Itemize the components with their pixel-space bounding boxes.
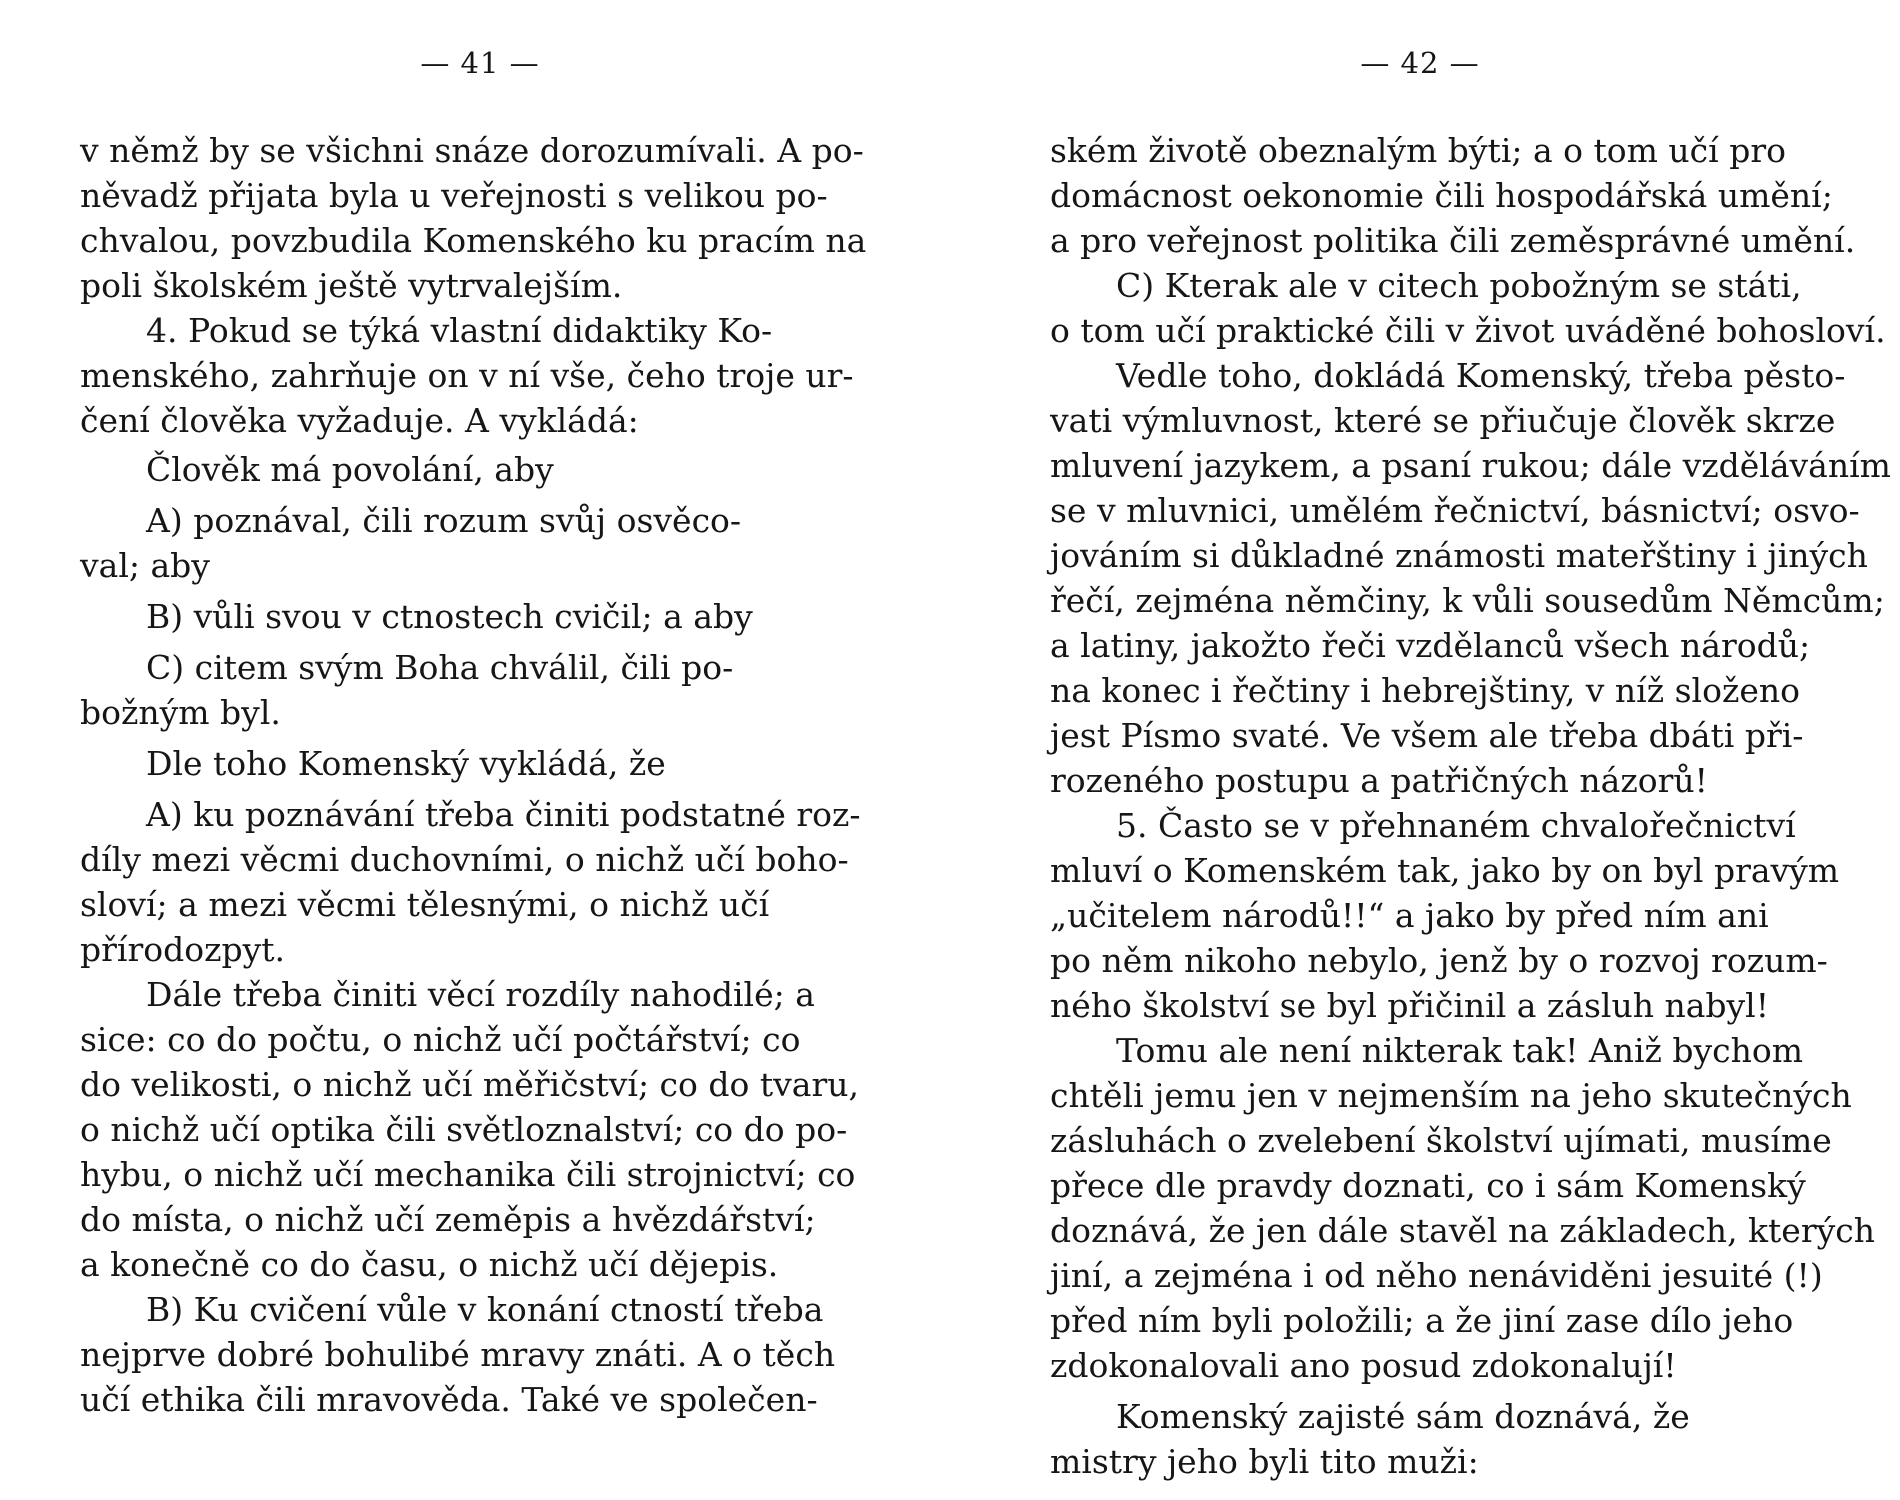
page-number-right: — 42 — <box>1360 46 1480 80</box>
text-line: B) vůli svou v ctnostech cvičil; a aby <box>146 597 753 636</box>
text-line: mluvení jazykem, a psaní rukou; dále vzděláváním <box>1050 446 1891 485</box>
text-line: Dále třeba činiti věcí rozdíly nahodilé; a <box>146 975 815 1014</box>
text-line: rozeného postupu a patřičných názorů! <box>1050 761 1708 800</box>
text-line: doznává, že jen dále stavěl na základech, kterých <box>1050 1211 1875 1250</box>
text-line: a pro veřejnost politika čili zeměsprávné umění. <box>1050 221 1856 260</box>
text-line: o tom učí praktické čili v život uváděné bohosloví. <box>1050 311 1886 350</box>
text-line: Tomu ale není nikterak tak! Aniž bychom <box>1116 1031 1804 1070</box>
page-number-left: — 41 — <box>420 46 540 80</box>
text-line: ného školství se byl přičinil a zásluh nabyl! <box>1050 986 1769 1025</box>
text-line: domácnost oekonomie čili hospodářská umění; <box>1050 176 1833 215</box>
text-line: mluví o Komenském tak, jako by on byl pravým <box>1050 851 1840 890</box>
text-line: Vedle toho, dokládá Komenský, třeba pěsto- <box>1116 356 1846 395</box>
text-line: B) Ku cvičení vůle v konání ctností třeba <box>146 1290 824 1329</box>
text-line: Komenský zajisté sám doznává, že <box>1116 1397 1690 1436</box>
text-line: nejprve dobré bohulibé mravy znáti. A o těch <box>80 1335 836 1374</box>
text-line: sice: co do počtu, o nichž učí počtářství; co <box>80 1020 801 1059</box>
text-line: zdokonalovali ano posud zdokonalují! <box>1050 1346 1677 1385</box>
text-line: jest Písmo svaté. Ve všem ale třeba dbáti při- <box>1050 716 1804 755</box>
text-line: poli školském ještě vytrvalejším. <box>80 266 623 305</box>
text-line: C) Kterak ale v citech pobožným se státi, <box>1116 266 1802 305</box>
text-line: čení člověka vyžaduje. A vykládá: <box>80 401 639 440</box>
text-line: A) ku poznávání třeba činiti podstatné roz- <box>146 795 861 834</box>
text-line: Dle toho Komenský vykládá, že <box>146 744 666 783</box>
text-line: a latiny, jakožto řeči vzdělanců všech národů; <box>1050 626 1811 665</box>
text-line: přírodozpyt. <box>80 930 285 969</box>
text-line: učí ethika čili mravověda. Také ve společen- <box>80 1380 818 1419</box>
text-line: do velikosti, o nichž učí měřičství; co do tvaru, <box>80 1065 859 1104</box>
text-line: po něm nikoho nebylo, jenž by o rozvoj rozum- <box>1050 941 1828 980</box>
text-line: do místa, o nichž učí zeměpis a hvězdářství; <box>80 1200 816 1239</box>
page-right-text <box>1050 128 1891 1484</box>
text-line: jováním si důkladné známosti mateřštiny i jiných <box>1050 536 1868 575</box>
text-line: mistry jeho byli tito muži: <box>1050 1442 1479 1481</box>
text-line: 4. Pokud se týká vlastní didaktiky Ko- <box>146 311 773 350</box>
text-line: Člověk má povolání, aby <box>146 450 554 489</box>
text-line: menského, zahrňuje on v ní vše, čeho troje ur- <box>80 356 854 395</box>
text-line: řečí, zejména němčiny, k vůli sousedům Němcům; <box>1050 581 1885 620</box>
text-line: zásluhách o zvelebení školství ujímati, musíme <box>1050 1121 1832 1160</box>
text-line: A) poznával, čili rozum svůj osvěco- <box>146 501 742 540</box>
text-line: v němž by se všichni snáze dorozumívali. A po- <box>80 131 864 170</box>
text-line: „učitelem národů!!“ a jako by před ním ani <box>1050 896 1769 935</box>
text-line: přece dle pravdy doznati, co i sám Komenský <box>1050 1166 1806 1205</box>
text-line: jiní, a zejména i od něho nenáviděni jesuité (!) <box>1050 1256 1823 1295</box>
page-left-text <box>80 128 880 1422</box>
text-line: chvalou, povzbudila Komenského ku pracím na <box>80 221 867 260</box>
text-line: val; aby <box>80 546 210 585</box>
text-line: božným byl. <box>80 693 281 732</box>
text-line: na konec i řečtiny i hebrejštiny, v níž složeno <box>1050 671 1801 710</box>
text-line: o nichž učí optika čili světloznalství; co do po- <box>80 1110 848 1149</box>
text-line: a konečně co do času, o nichž učí dějepis. <box>80 1245 779 1284</box>
text-line: vati výmluvnost, které se přiučuje člověk skrze <box>1050 401 1836 440</box>
text-line: sloví; a mezi věcmi tělesnými, o nichž učí <box>80 885 770 924</box>
text-line: se v mluvnici, umělém řečnictví, básnictví; osvo- <box>1050 491 1860 530</box>
text-line: před ním byli položili; a že jiní zase dílo jeho <box>1050 1301 1794 1340</box>
text-line: hybu, o nichž učí mechanika čili strojnictví; co <box>80 1155 856 1194</box>
text-line: něvadž přijata byla u veřejnosti s velikou po- <box>80 176 828 215</box>
text-line: 5. Často se v přehnaném chvalořečnictví <box>1116 806 1796 845</box>
text-line: ském životě obeznalým býti; a o tom učí pro <box>1050 131 1786 170</box>
text-line: chtěli jemu jen v nejmenším na jeho skutečných <box>1050 1076 1852 1115</box>
text-line: díly mezi věcmi duchovními, o nichž učí boho- <box>80 840 849 879</box>
text-line: C) citem svým Boha chválil, čili po- <box>146 648 734 687</box>
